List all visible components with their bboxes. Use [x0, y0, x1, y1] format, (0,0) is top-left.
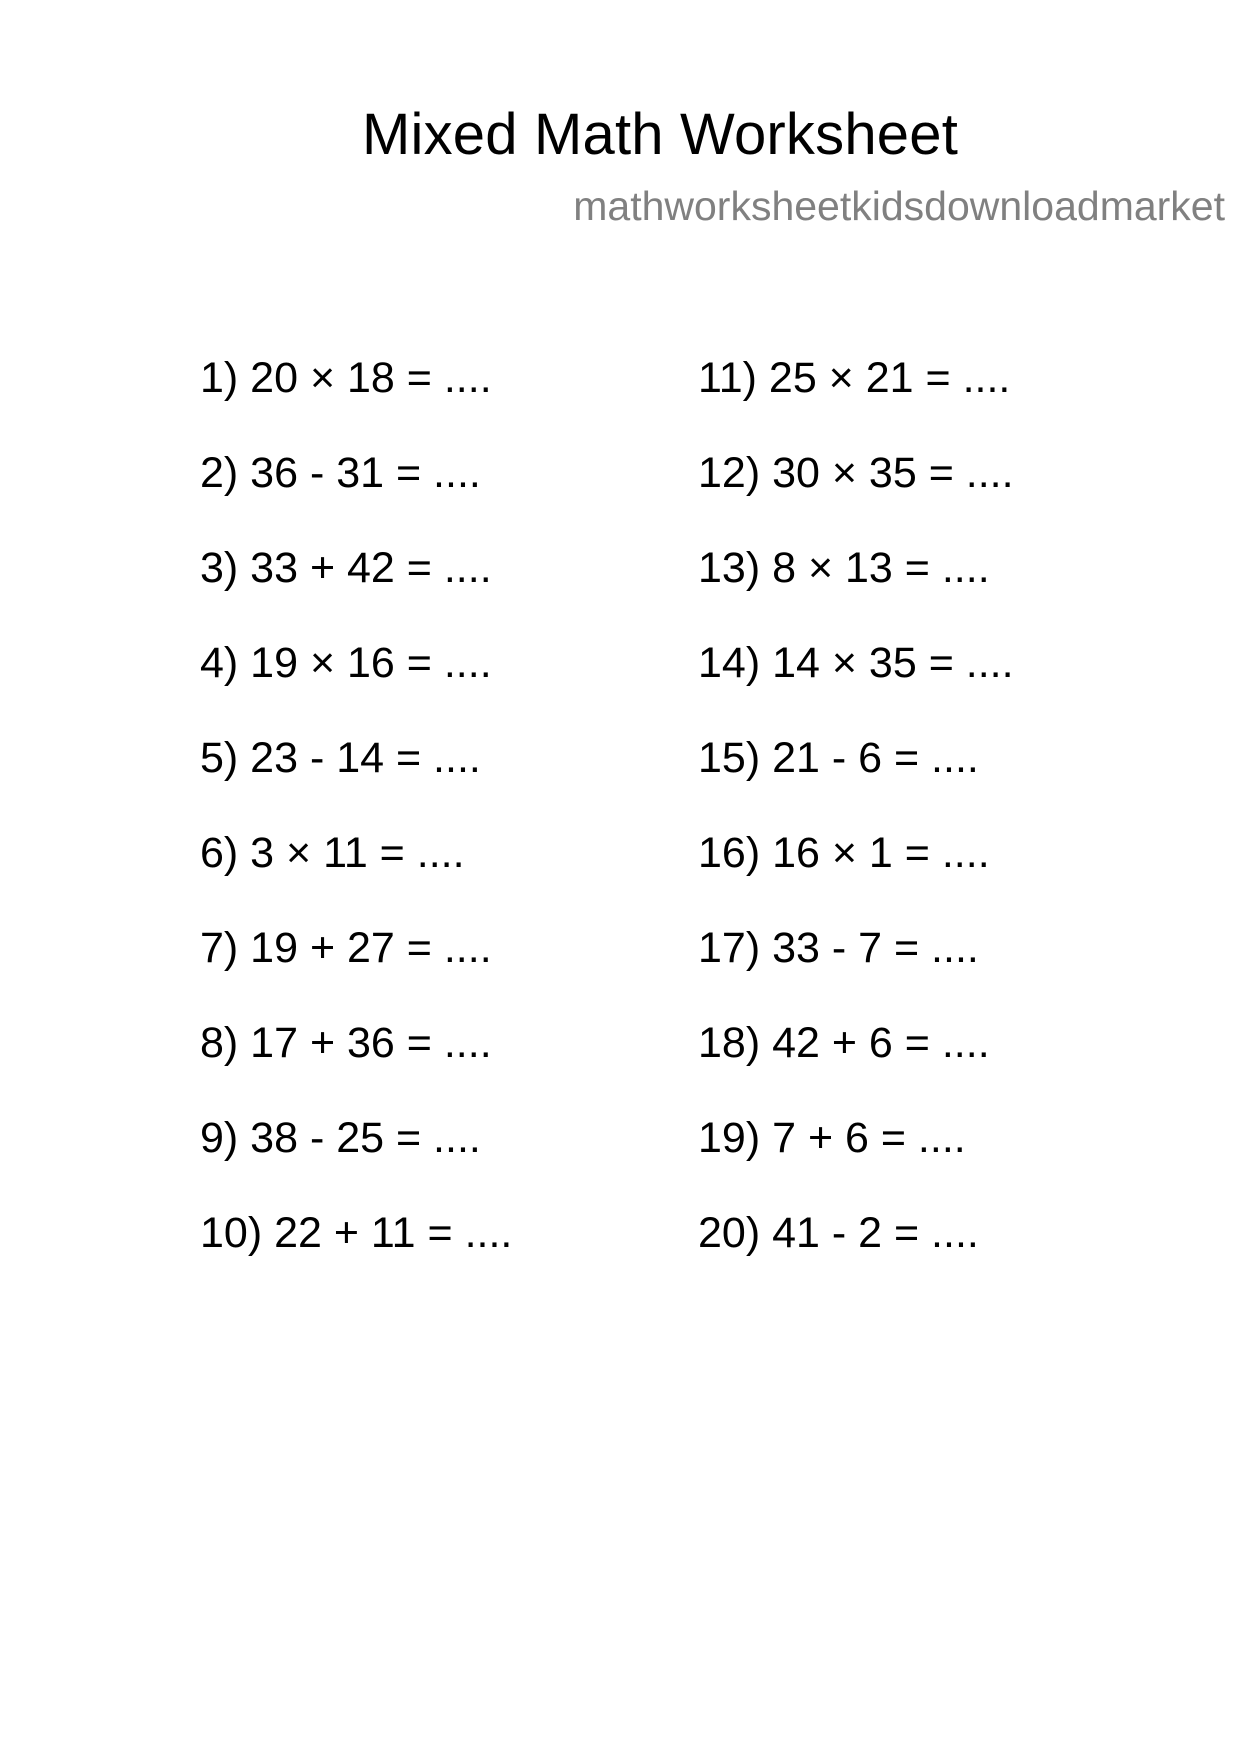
- problem-item: 19) 7 + 6 = ....: [698, 1114, 966, 1162]
- problem-item: 4) 19 × 16 = ....: [200, 639, 492, 687]
- problem-item: 10) 22 + 11 = ....: [200, 1209, 513, 1257]
- problem-item: 6) 3 × 11 = ....: [200, 829, 465, 877]
- problem-item: 13) 8 × 13 = ....: [698, 544, 990, 592]
- problem-item: 9) 38 - 25 = ....: [200, 1114, 481, 1162]
- problem-item: 2) 36 - 31 = ....: [200, 449, 481, 497]
- problem-item: 3) 33 + 42 = ....: [200, 544, 492, 592]
- problem-item: 5) 23 - 14 = ....: [200, 734, 481, 782]
- problem-item: 7) 19 + 27 = ....: [200, 924, 492, 972]
- problem-item: 18) 42 + 6 = ....: [698, 1019, 990, 1067]
- problem-item: 17) 33 - 7 = ....: [698, 924, 979, 972]
- problem-item: 8) 17 + 36 = ....: [200, 1019, 492, 1067]
- problem-item: 1) 20 × 18 = ....: [200, 354, 492, 402]
- problems-column-right: [698, 352, 1118, 1302]
- page-title: Mixed Math Worksheet: [361, 102, 959, 167]
- problem-item: 20) 41 - 2 = ....: [698, 1209, 979, 1257]
- problem-item: 14) 14 × 35 = ....: [698, 639, 1014, 687]
- page-subtitle: mathworksheetkidsdownloadmarket: [573, 183, 1225, 229]
- problem-item: 11) 25 × 21 = ....: [698, 354, 1011, 402]
- problem-item: 15) 21 - 6 = ....: [698, 734, 979, 782]
- problem-item: 12) 30 × 35 = ....: [698, 449, 1014, 497]
- problem-item: 16) 16 × 1 = ....: [698, 829, 990, 877]
- problems-column-left: [200, 352, 620, 1302]
